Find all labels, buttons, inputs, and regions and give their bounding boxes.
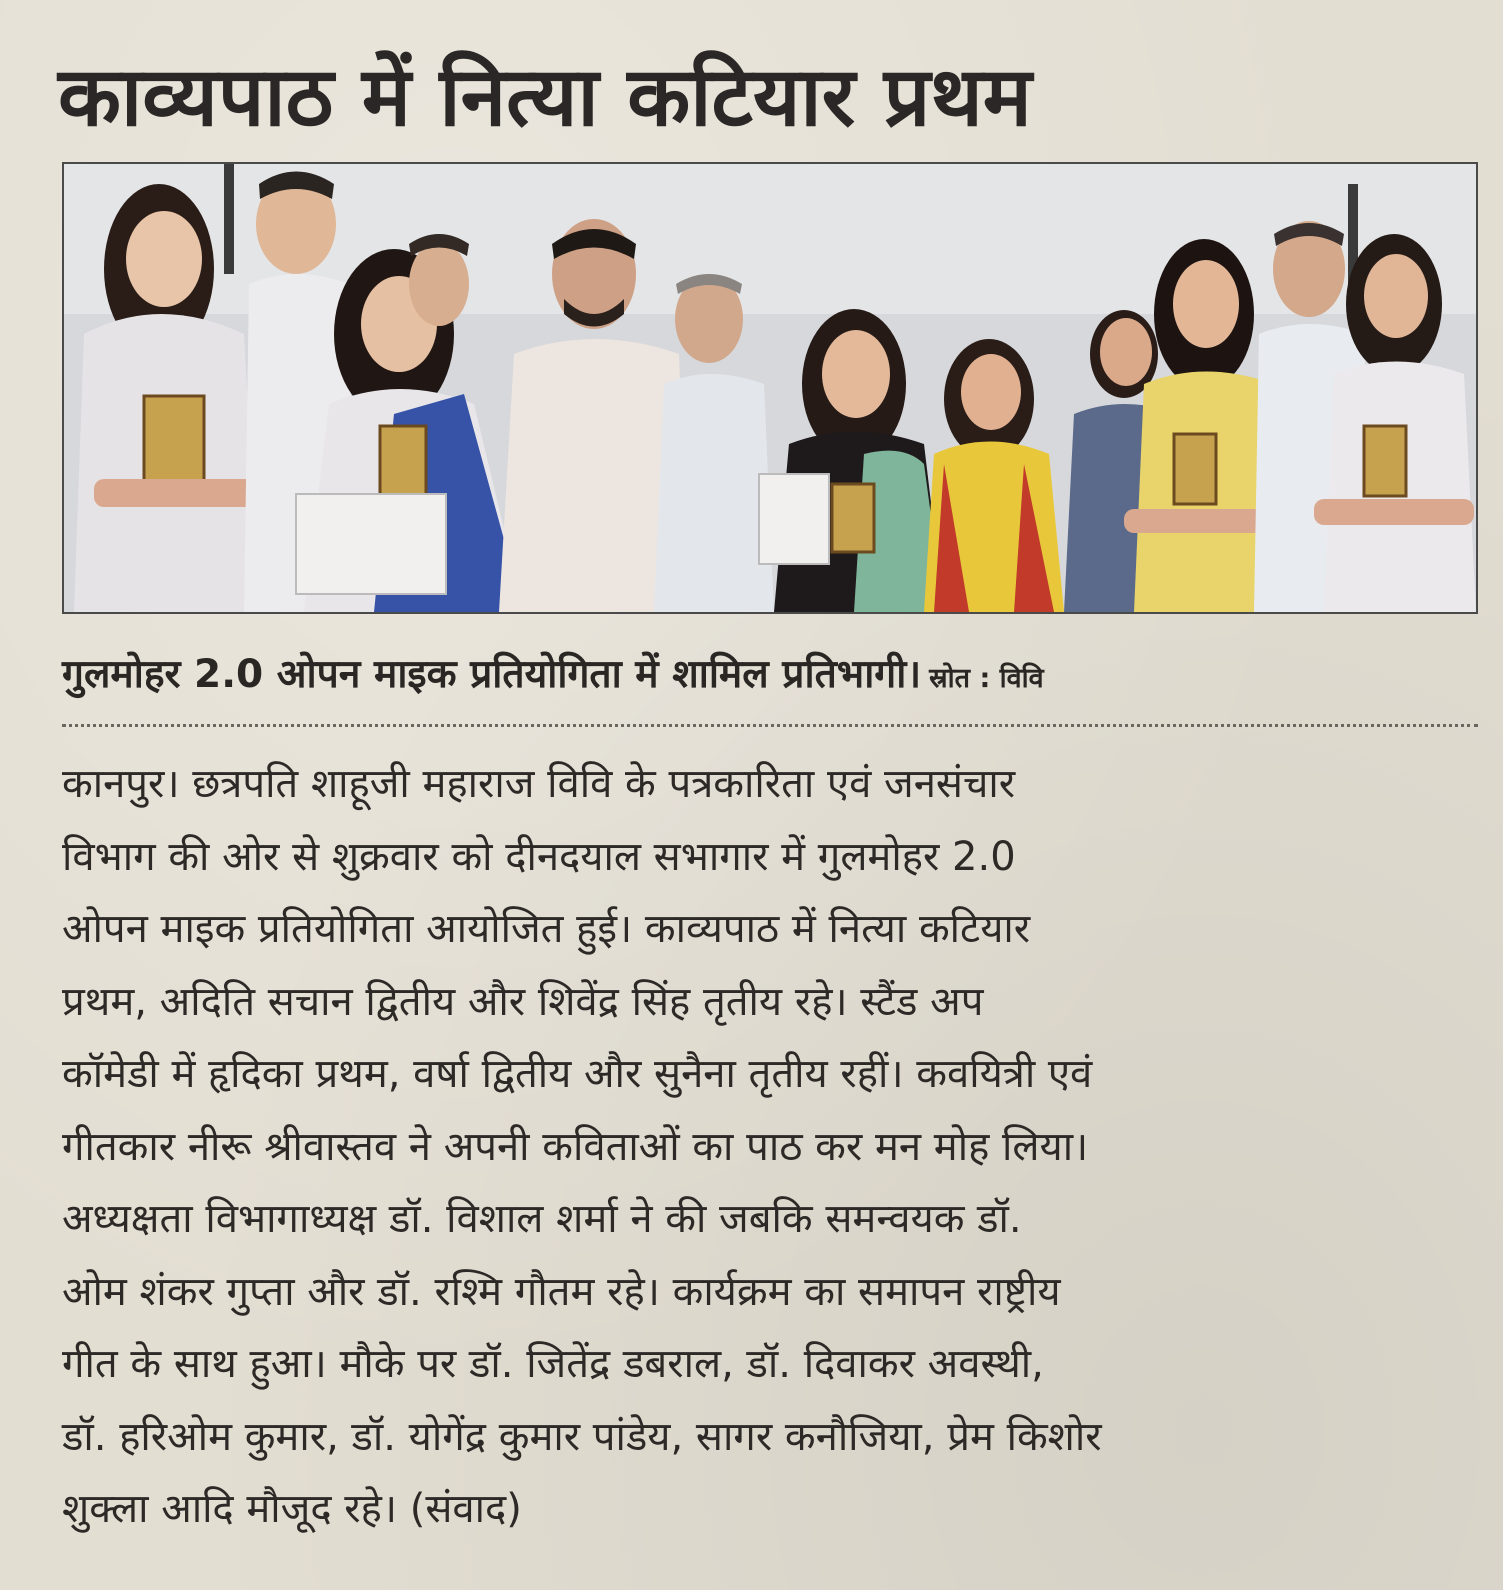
person-figure: [409, 234, 469, 326]
article-body: [62, 748, 1478, 1546]
caption-text: गुलमोहर 2.0 ओपन माइक प्रतियोगिता में शामिल प्रतिभागी।: [62, 652, 922, 697]
dotted-divider: [62, 724, 1478, 727]
photo-source: स्रोत : विवि: [929, 663, 1044, 694]
headline: काव्यपाठ में नित्या कटियार प्रथम: [58, 50, 1032, 145]
body-line: गीत के साथ हुआ। मौके पर डॉ. जितेंद्र डबराल, डॉ. दिवाकर अवस्थी,: [62, 1341, 1044, 1387]
body-line: डॉ. हरिओम कुमार, डॉ. योगेंद्र कुमार पांडेय, सागर कनौजिया, प्रेम किशोर: [62, 1413, 1102, 1460]
photo-caption: [62, 640, 1478, 710]
body-line: ओम शंकर गुप्ता और डॉ. रश्मि गौतम रहे। कार्यक्रम का समापन राष्ट्रीय: [62, 1268, 1061, 1315]
body-line: प्रथम, अदिति सचान द्वितीय और शिवेंद्र सिंह तृतीय रहे। स्टैंड अप: [62, 978, 984, 1025]
event-photo: [62, 162, 1478, 614]
body-line: ओपन माइक प्रतियोगिता आयोजित हुई। काव्यपाठ में नित्या कटियार: [62, 906, 1031, 952]
body-line: विभाग की ओर से शुक्रवार को दीनदयाल सभागार में गुलमोहर 2.0: [62, 833, 1016, 880]
body-line: कॉमेडी में हृदिका प्रथम, वर्षा द्वितीय और सुनैना तृतीय रहीं। कवयित्री एवं: [62, 1051, 1093, 1097]
body-line: गीतकार नीरू श्रीवास्तव ने अपनी कविताओं का पाठ कर मन मोह लिया।: [62, 1123, 1089, 1170]
body-line: अध्यक्षता विभागाध्यक्ष डॉ. विशाल शर्मा ने की जबकि समन्वयक डॉ.: [62, 1196, 1022, 1242]
body-line: कानपुर। छत्रपति शाहूजी महाराज विवि के पत्रकारिता एवं जनसंचार: [62, 761, 1016, 807]
body-line: शुक्ला आदि मौजूद रहे। (संवाद): [62, 1486, 522, 1532]
